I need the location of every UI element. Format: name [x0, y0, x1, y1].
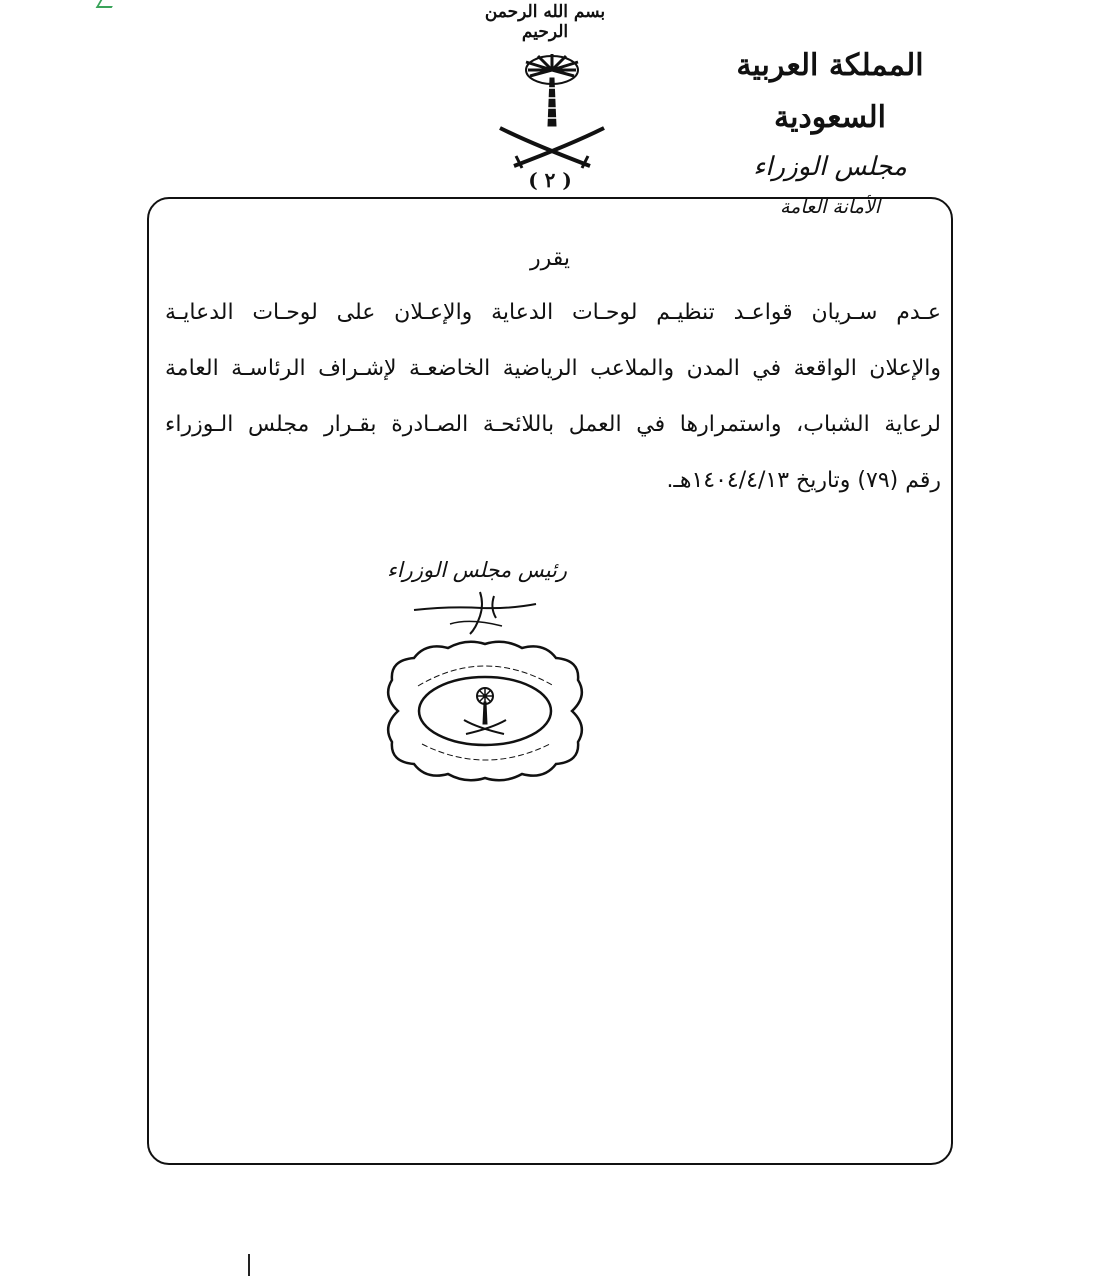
decision-line: عـدم سـريان قواعـد تنظيـم لوحـات الدعاية والإعـلان على لوحـات الدعايـة: [165, 300, 941, 325]
decision-line: رقم (٧٩) وتاريخ ١٤٠٤/٤/١٣هـ.: [666, 468, 941, 493]
letterhead-kingdom: المملكة العربية السعودية: [736, 48, 924, 135]
handwritten-signature: [410, 588, 540, 638]
official-seal: [378, 636, 592, 786]
decision-heading: يقرر: [529, 246, 570, 271]
letterhead-secretariat: الأمانة العامة: [780, 196, 880, 218]
page-tick-mark: [248, 1254, 250, 1276]
decision-line: والإعلان الواقعة في المدن والملاعب الرياضية الخاضعـة لإشـراف الرئاسـة العامة: [165, 356, 941, 381]
saudi-emblem-icon: [492, 48, 612, 173]
corner-mark: [96, 0, 117, 8]
decision-line: لرعاية الشباب، واستمرارها في العمل باللائحـة الصـادرة بقـرار مجلس الـوزراء: [165, 412, 941, 437]
signer-title: رئيس مجلس الوزراء: [386, 558, 568, 582]
page-number: ( ٢ ): [528, 168, 572, 192]
decision-body: [165, 285, 941, 509]
basmala: بسم الله الرحمن الرحيم: [484, 2, 606, 42]
letterhead-council: مجلس الوزراء: [753, 152, 907, 182]
